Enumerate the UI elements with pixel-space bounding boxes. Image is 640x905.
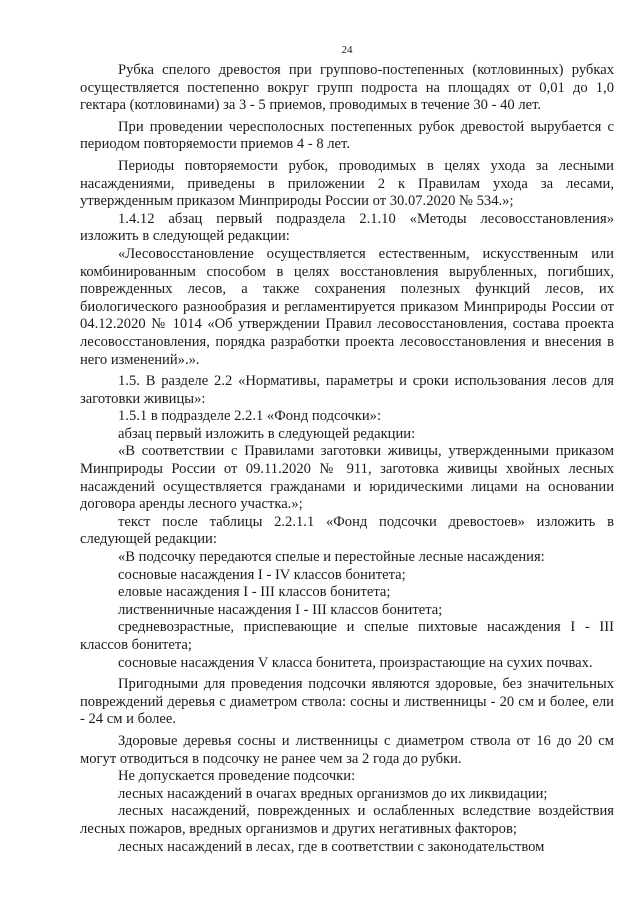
paragraph-healthy-trees: Здоровые деревья сосны и лиственницы с диаметром ствола от 16 до 20 см могут отводиться в подсочку не ранее чем за 2 года до рубки. <box>80 732 614 767</box>
paragraph-group-felling: Рубка спелого древостоя при групповo-постепенных (котловинных) рубках осуществляется постепенно вокруг групп подроста на площадях от 0,01 до 1,0 гектара (котловинами) за 3 - 5 приемов, проводимых в течение 30 - 40 лет. <box>80 62 614 114</box>
paragraph-after-table: текст после таблицы 2.2.1.1 «Фонд подсочки древостоев» изложить в следующей редакции: <box>80 513 614 548</box>
paragraph-care-periods: Периоды повторяемости рубок, проводимых в целях ухода за лесными насаждениями, приведены в приложении 2 к Правилам ухода за лесами, утвержденным приказом Минприроды России от 30.07.2020 № 534.»; <box>80 157 614 210</box>
list-item-spruce: еловые насаждения I - III классов бонитета; <box>118 584 391 601</box>
list-item-fir: средневозрастные, приспевающие и спелые пихтовые насаждения I - III классов бонитета; <box>80 619 614 653</box>
page-number: 24 <box>341 44 353 56</box>
paragraph-reforestation-quote: «Лесовосстановление осуществляется естественным, искусственным или комбинированным способом в целях восстановления вырубленных, погибших, поврежденных лесов, а также сохранения полезных функций лесов, их биологического разнообразия и регламентируется приказом Минприроды России от 04.12.2020 № 1014 «Об утверждении Правил лесовосстановления, состава проекта лесовосстановления, порядка разработки проекта лесовосстановления и внесения в него изменений».». <box>80 245 614 368</box>
paragraph-suitable-trees: Пригодными для проведения подсочки являются здоровые, без значительных повреждений деревья с диаметром ствола: сосны и лиственницы - 20 см и более, ели - 24 см и более. <box>80 676 614 728</box>
paragraph-1-4-12: 1.4.12 абзац первый подраздела 2.1.10 «Методы лесовосстановления» изложить в следующей редакции: <box>80 210 614 245</box>
list-item-larch: лиственничные насаждения I - III классов бонитета; <box>118 601 443 618</box>
list-item-pine-v-class: сосновые насаждения V класса бонитета, произрастающие на сухих почвах. <box>118 654 593 671</box>
list-item-pests: лесных насаждений в очагах вредных организмов до их ликвидации; <box>118 785 548 802</box>
paragraph-first-abzac: абзац первый изложить в следующей редакции: <box>118 425 416 442</box>
paragraph-tapping-intro: «В подсочку передаются спелые и перестойные лесные насаждения: <box>118 549 545 566</box>
list-item-damaged: лесных насаждений, поврежденных и ослабленных вследствие воздействия лесных пожаров, вредных организмов и других негативных факторов; <box>80 803 614 837</box>
paragraph-not-allowed: Не допускается проведение подсочки: <box>118 768 356 785</box>
list-item-pine: сосновые насаждения I - IV классов бонитета; <box>118 566 406 583</box>
paragraph-1-5-1: 1.5.1 в подразделе 2.2.1 «Фонд подсочки»: <box>118 408 382 425</box>
paragraph-strip-felling: При проведении чересполосных постепенных рубок древостой вырубается с периодом повторяемости приемов 4 - 8 лет. <box>80 118 614 153</box>
paragraph-1-5: 1.5. В разделе 2.2 «Нормативы, параметры и сроки использования лесов для заготовки живицы»: <box>80 373 614 407</box>
list-item-legislation: лесных насаждений в лесах, где в соответствии с законодательством <box>118 838 545 855</box>
paragraph-resin-rules-quote: «В соответствии с Правилами заготовки живицы, утвержденными приказом Минприроды России от 09.11.2020 № 911, заготовка живицы хвойных лесных насаждений осуществляется гражданами и юридическими лицами на основании договора аренды лесного участка.»; <box>80 443 614 513</box>
